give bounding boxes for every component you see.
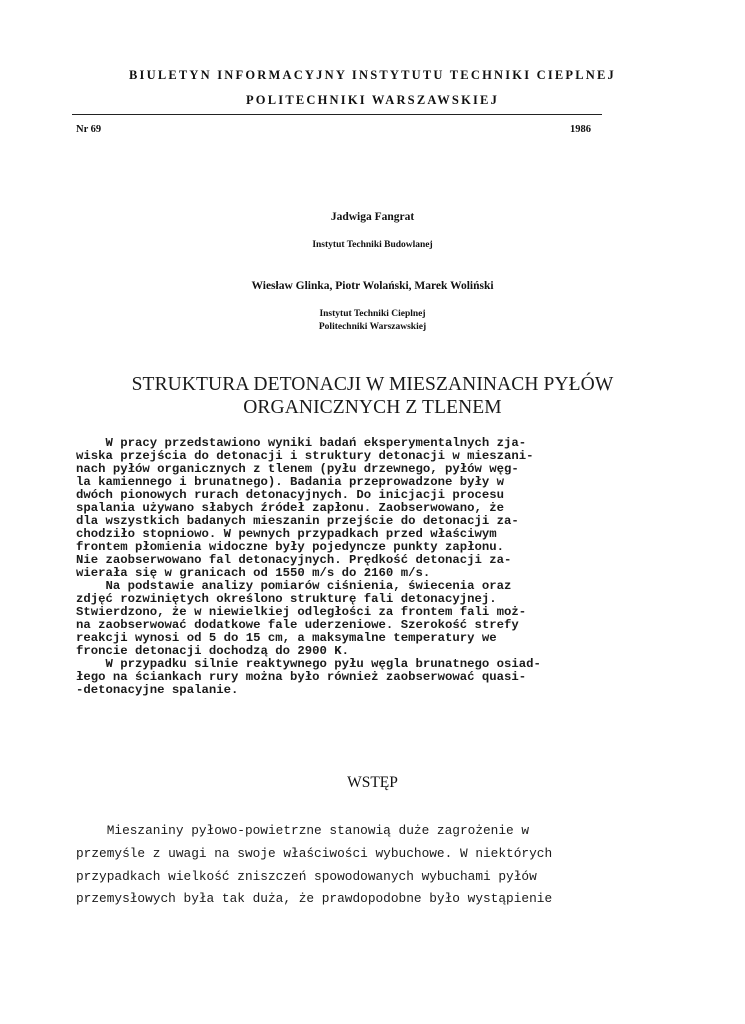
abstract-line: wiska przejścia do detonacji i struktury detonacji w mieszani- <box>76 449 534 463</box>
journal-title-line-1: BIULETYN INFORMACYJNY INSTYTUTU TECHNIKI CIEPLNEJ <box>128 68 617 82</box>
abstract-line: zdjęć rozwiniętych określono strukturę fali detonacyjnej. <box>76 592 497 606</box>
abstract-line: nach pyłów organicznych z tlenem (pyłu drzewnego, pyłów węg- <box>76 462 519 476</box>
abstract-line: reakcji wynosi od 5 do 15 cm, a maksymalne temperatury we <box>76 631 497 645</box>
abstract-line: dla wszystkich badanych mieszanin przejście do detonacji za- <box>76 514 519 528</box>
abstract-line: spalania używano słabych źródeł zapłonu. Zaobserwowano, że <box>76 501 505 515</box>
abstract-line: Nie zaobserwowano fal detonacyjnych. Prędkość detonacji za- <box>76 553 512 567</box>
abstract-line: W pracy przedstawiono wyniki badań eksperymentalnych zja- <box>76 436 527 450</box>
body-line: przypadkach wielkość zniszczeń spowodowanych wybuchami pyłów <box>76 868 537 884</box>
journal-title-line-2: POLITECHNIKI WARSZAWSKIEJ <box>245 93 500 107</box>
abstract-line: W przypadku silnie reaktywnego pyłu węgla brunatnego osiad- <box>76 657 541 671</box>
abstract <box>76 437 636 697</box>
section-body <box>76 820 636 911</box>
abstract-line: łego na ściankach rury można było również zaobserwować quasi- <box>76 670 527 684</box>
author-2-affiliation-line-2: Politechniki Warszawskiej <box>318 322 427 332</box>
abstract-line: Stwierdzono, że w niewielkiej odległości za frontem fali moż- <box>76 605 527 619</box>
header-rule <box>72 114 602 115</box>
abstract-line: Na podstawie analizy pomiarów ciśnienia, świecenia oraz <box>76 579 512 593</box>
author-1-name: Jadwiga Fangrat <box>330 211 415 223</box>
issue-year: 1986 <box>570 124 591 135</box>
author-1-affiliation: Instytut Techniki Budowlanej <box>312 240 433 250</box>
abstract-line: la kamiennego i brunatnego). Badania przeprowadzone były w <box>76 475 505 489</box>
paper-title <box>60 373 685 419</box>
paper-title-line-2: ORGANICZNYCH Z TLENEM <box>243 397 502 418</box>
paper-title-line-1: STRUKTURA DETONACJI W MIESZANINACH PYŁÓW <box>131 374 614 395</box>
abstract-line: frontem płomienia widoczne były pojedyncze punkty zapłonu. <box>76 540 505 554</box>
abstract-line: -detonacyjne spalanie. <box>76 683 239 697</box>
body-line: Mieszaniny pyłowo-powietrzne stanowią duże zagrożenie w <box>76 823 530 838</box>
abstract-line: dwóch pionowych rurach detonacyjnych. Do inicjacji procesu <box>76 488 505 502</box>
body-line: przemyśle z uwagi na swoje właściwości wybuchowe. W niektórych <box>76 845 553 861</box>
author-2-names: Wiesław Glinka, Piotr Wolański, Marek Woliński <box>251 280 494 292</box>
abstract-line: froncie detonacji dochodzą do 2900 K. <box>76 644 350 658</box>
abstract-line: chodziło stopniowo. W pewnych przypadkach przed właściwym <box>76 527 497 541</box>
author-2-affiliation-line-1: Instytut Techniki Cieplnej <box>319 309 426 319</box>
section-heading: WSTĘP <box>347 774 398 791</box>
abstract-line: na zaobserwować dodatkowe fale uderzeniowe. Szerokość strefy <box>76 618 519 632</box>
abstract-line: wierała się w granicach od 1550 m/s do 2160 m/s. <box>76 566 431 580</box>
body-line: przemysłowych była tak duża, że prawdopodobne było wystąpienie <box>76 891 553 907</box>
issue-number: Nr 69 <box>76 124 102 135</box>
